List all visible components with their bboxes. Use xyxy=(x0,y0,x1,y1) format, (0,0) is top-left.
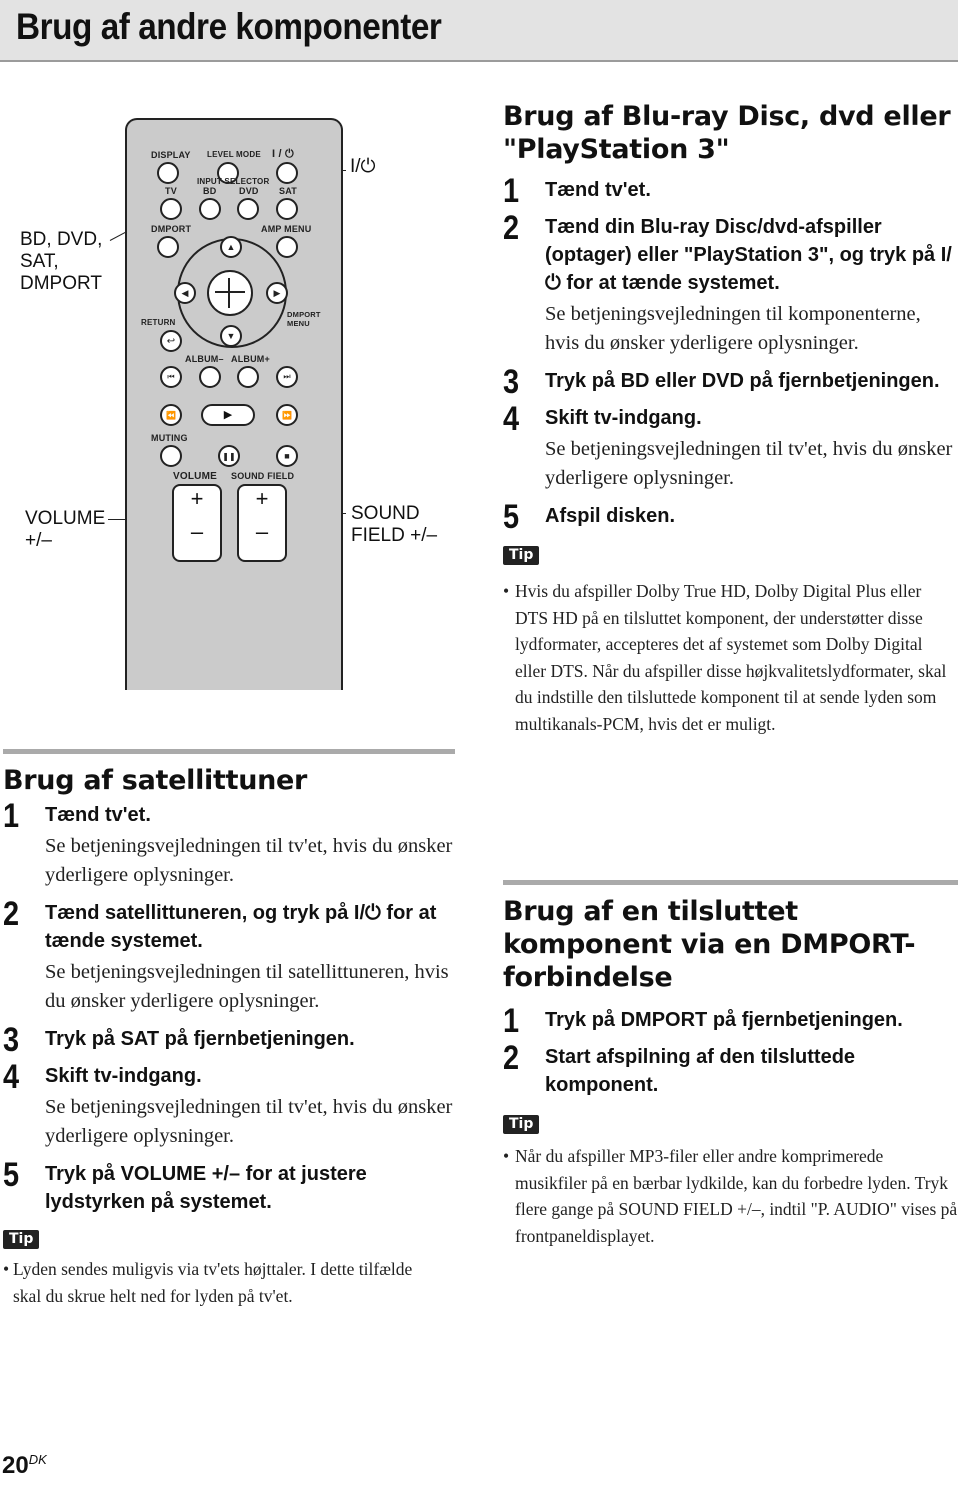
previous-icon: ⏮ xyxy=(160,366,182,388)
page-title-bar xyxy=(0,0,958,62)
remote-label-sat: SAT xyxy=(279,186,297,196)
bluray-tip-text xyxy=(503,578,955,737)
step-item xyxy=(503,1002,958,1040)
remote-label-power: I / ⏻ xyxy=(272,148,294,160)
step-item xyxy=(3,1058,455,1151)
up-arrow-icon: ▲ xyxy=(220,236,242,258)
step-note: Se betjeningsvejledningen til satellittuneren, hvis du ønsker yderligere oplysninger. xyxy=(45,961,449,1012)
tip-badge: Tip xyxy=(3,1230,39,1249)
remote-label-level-mode: LEVEL MODE xyxy=(207,150,261,159)
step-number: 2 xyxy=(3,895,20,933)
bluray-tip xyxy=(503,546,955,737)
remote-control-illustration xyxy=(125,118,343,690)
remote-label-album-minus: ALBUM– xyxy=(185,354,224,364)
step-number: 1 xyxy=(503,172,520,210)
remote-label-sound-field: SOUND FIELD xyxy=(231,471,295,481)
section-rule xyxy=(503,880,958,885)
satellite-steps xyxy=(3,797,455,1216)
step-item xyxy=(3,895,455,1016)
volume-minus-icon: – xyxy=(190,519,204,544)
step-text: Skift tv-indgang. xyxy=(545,407,702,429)
next-icon: ⏭ xyxy=(276,366,298,388)
step-number: 3 xyxy=(503,363,520,401)
step-note: Se betjeningsvejledningen til tv'et, hvis du ønsker yderligere oplysninger. xyxy=(45,1096,453,1147)
step-text: Tænd tv'et. xyxy=(45,804,151,826)
callout-line: BD, DVD, xyxy=(20,229,103,250)
tv-button xyxy=(160,198,182,220)
step-text: Afspil disken. xyxy=(545,505,676,527)
tip-badge: Tip xyxy=(503,546,539,565)
step-item xyxy=(503,209,955,358)
callout-line: SOUND xyxy=(351,503,420,524)
step-number: 2 xyxy=(503,1039,520,1077)
muting-button xyxy=(160,445,182,467)
rewind-icon: ⏪ xyxy=(160,404,182,426)
step-item xyxy=(3,1156,455,1216)
album-minus-button xyxy=(199,366,221,388)
left-arrow-icon: ◀ xyxy=(174,282,196,304)
step-item xyxy=(3,1021,455,1059)
dmport-steps xyxy=(503,1002,958,1099)
remote-label-display: DISPLAY xyxy=(151,150,191,160)
dvd-button xyxy=(237,198,259,220)
pause-icon: ❚❚ xyxy=(218,445,240,467)
step-note: Se betjeningsvejledningen til tv'et, hvis du ønsker yderligere oplysninger. xyxy=(45,835,453,886)
step-text: Tryk på BD eller DVD på fjernbetjeningen. xyxy=(545,370,940,392)
step-item xyxy=(503,400,955,493)
remote-label-line: MENU xyxy=(287,319,310,328)
return-icon: ↩ xyxy=(160,330,182,352)
remote-label-volume: VOLUME xyxy=(173,471,217,482)
right-arrow-icon: ▶ xyxy=(266,282,288,304)
stop-icon: ■ xyxy=(276,445,298,467)
enter-button xyxy=(207,270,253,316)
callout-power: I/⏻ xyxy=(350,156,376,177)
dmport-tip xyxy=(503,1115,958,1249)
page-number-value: 20 xyxy=(2,1452,29,1479)
dmport-button xyxy=(157,236,179,258)
step-text: Tænd tv'et. xyxy=(545,179,651,201)
dmport-section xyxy=(503,880,958,1249)
enter-cross-icon xyxy=(228,278,230,308)
step-text: Tænd din Blu-ray Disc/dvd-afspiller (optager) eller "PlayStation 3", og tryk på I/⏻ for at tænde systemet. xyxy=(545,216,952,294)
tip-body: Hvis du afspiller Dolby True HD, Dolby Digital Plus eller DTS HD på en tilsluttet komponent, der understøtter disse lydformater, accepteres det af systemet som Dolby Digital eller DTS. Når du afspiller disse højkvalitetslydformater, skal du indstille den tilsluttede komponent til at sende lyden som multikanals-PCM, hvis det er muligt. xyxy=(515,581,947,734)
sound-field-plus-icon: + xyxy=(255,486,269,511)
bluray-steps xyxy=(503,172,955,536)
step-item xyxy=(503,363,955,401)
page-title: Brug af andre komponenter xyxy=(16,6,442,47)
remote-label-bd: BD xyxy=(203,186,217,196)
bullet-icon: • xyxy=(503,581,510,601)
sat-button xyxy=(276,198,298,220)
remote-label-line: DMPORT xyxy=(287,310,321,319)
callout-line: DMPORT xyxy=(20,273,102,294)
remote-label-dmport-menu xyxy=(287,310,321,328)
step-number: 4 xyxy=(503,400,520,438)
page-number xyxy=(2,1452,47,1480)
step-number: 2 xyxy=(503,209,520,247)
step-text: Tænd satellittuneren, og tryk på I/⏻ for at tænde systemet. xyxy=(45,902,437,952)
bluray-heading: Brug af Blu-ray Disc, dvd eller "PlayStation 3" xyxy=(503,101,951,165)
power-button xyxy=(276,162,298,184)
bullet-icon: • xyxy=(503,1146,510,1166)
step-number: 5 xyxy=(3,1156,20,1194)
bluray-section xyxy=(503,100,955,737)
step-item xyxy=(3,797,455,890)
step-number: 1 xyxy=(3,797,20,835)
remote-label-tv: TV xyxy=(165,186,177,196)
step-number: 4 xyxy=(3,1058,20,1096)
bd-button xyxy=(199,198,221,220)
album-plus-button xyxy=(237,366,259,388)
remote-label-return: RETURN xyxy=(141,318,176,327)
remote-label-album-plus: ALBUM+ xyxy=(231,354,270,364)
display-button xyxy=(157,162,179,184)
callout-line: SAT, xyxy=(20,251,59,272)
step-number: 3 xyxy=(3,1021,20,1059)
step-note: Se betjeningsvejledningen til tv'et, hvis du ønsker yderligere oplysninger. xyxy=(545,438,953,489)
satellite-heading: Brug af satellittuner xyxy=(3,765,308,796)
satellite-section xyxy=(3,749,455,1309)
step-number: 1 xyxy=(503,1002,520,1040)
sound-field-rocker xyxy=(237,484,287,562)
volume-plus-icon: + xyxy=(190,486,204,511)
callout-volume xyxy=(25,508,105,552)
tip-badge: Tip xyxy=(503,1115,539,1134)
callout-sound-field xyxy=(351,503,437,547)
remote-label-muting: MUTING xyxy=(151,433,188,443)
callout-source-buttons xyxy=(20,229,102,295)
volume-rocker xyxy=(172,484,222,562)
step-text: Tryk på DMPORT på fjernbetjeningen. xyxy=(545,1009,903,1031)
remote-label-dvd: DVD xyxy=(239,186,259,196)
tip-body: Lyden sendes muligvis via tv'ets højttaler. I dette tilfælde skal du skrue helt ned for lyden på tv'et. xyxy=(13,1259,413,1306)
tip-body: Når du afspiller MP3-filer eller andre komprimerede musikfiler på en bærbar lydkilde, kan du forbedre lyden. Tryk flere gange på SOUND FIELD +/–, indtil "P. AUDIO" vises på frontpaneldisplayet. xyxy=(515,1146,958,1246)
section-rule xyxy=(3,749,455,754)
play-icon: ▶ xyxy=(201,404,255,426)
callout-line: +/– xyxy=(25,530,52,551)
dmport-heading: Brug af en tilsluttet komponent via en DMPORT-forbindelse xyxy=(503,896,916,993)
step-number: 5 xyxy=(503,498,520,536)
callout-line: VOLUME xyxy=(25,508,106,529)
fast-forward-icon: ⏩ xyxy=(276,404,298,426)
step-text: Skift tv-indgang. xyxy=(45,1065,202,1087)
down-arrow-icon: ▼ xyxy=(220,325,242,347)
step-text: Tryk på VOLUME +/– for at justere lydstyrken på systemet. xyxy=(45,1163,367,1213)
callout-line: FIELD +/– xyxy=(351,525,438,546)
remote-label-input-selector: INPUT SELECTOR xyxy=(197,177,270,186)
step-item xyxy=(503,172,955,210)
remote-label-amp-menu: AMP MENU xyxy=(261,224,312,234)
sound-field-minus-icon: – xyxy=(255,519,269,544)
page-number-suffix: DK xyxy=(28,1452,47,1467)
step-note: Se betjeningsvejledningen til komponenterne, hvis du ønsker yderligere oplysninger. xyxy=(545,303,921,354)
bullet-icon: • xyxy=(3,1259,10,1279)
step-item xyxy=(503,498,955,536)
step-text: Tryk på SAT på fjernbetjeningen. xyxy=(45,1028,355,1050)
satellite-tip xyxy=(3,1230,455,1309)
step-text: Start afspilning af den tilsluttede komponent. xyxy=(545,1046,856,1096)
remote-label-dmport: DMPORT xyxy=(151,224,192,234)
enter-cross-icon xyxy=(215,291,245,293)
step-item xyxy=(503,1039,958,1099)
satellite-tip-text xyxy=(3,1256,433,1309)
dmport-tip-text xyxy=(503,1143,958,1249)
amp-menu-button xyxy=(276,236,298,258)
